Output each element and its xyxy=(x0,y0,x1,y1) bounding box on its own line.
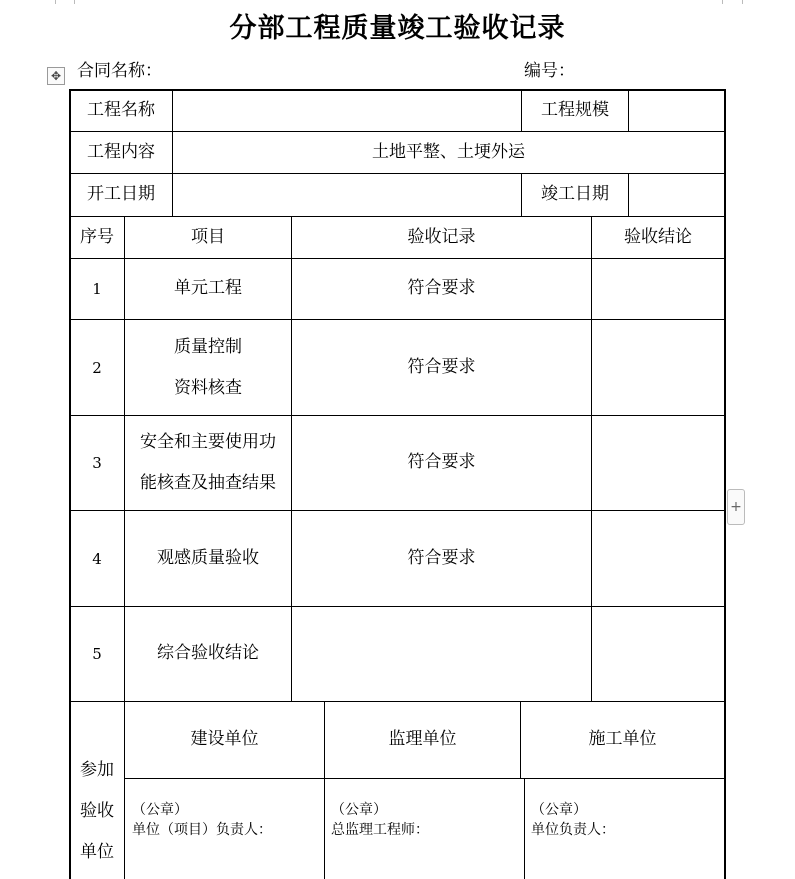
header-item: 项目 xyxy=(191,226,225,247)
contract-name-label: 合同名称： xyxy=(77,61,162,81)
row-number: 2 xyxy=(92,358,102,377)
project-scale-label: 工程规模 xyxy=(541,99,609,120)
row-item-line: 资料核查 xyxy=(174,377,242,398)
start-date-label: 开工日期 xyxy=(87,184,155,205)
header-no: 序号 xyxy=(80,226,114,247)
row-item xyxy=(125,607,291,701)
row-number: 4 xyxy=(92,549,102,568)
participants-label xyxy=(70,750,124,879)
row-item-line: 单元工程 xyxy=(174,278,242,299)
signer-label: 单位（项目）负责人： xyxy=(132,822,272,838)
row-item xyxy=(125,511,291,606)
participants-label-line: 单位 xyxy=(80,842,114,862)
row-item-line: 观感质量验收 xyxy=(157,547,259,568)
row-item xyxy=(125,416,291,510)
row-conclusion[interactable] xyxy=(592,259,724,319)
row-item xyxy=(125,320,291,415)
row-record[interactable] xyxy=(292,607,591,701)
row-record[interactable]: 符合要求 xyxy=(407,278,476,299)
row-conclusion[interactable] xyxy=(592,320,724,415)
stamp-label: （公章） xyxy=(531,802,587,818)
unit-stamp-supervision[interactable] xyxy=(331,800,429,840)
row-item xyxy=(125,259,291,319)
row-conclusion[interactable] xyxy=(592,416,724,510)
participants-label-line: 参加 xyxy=(80,760,114,780)
unit-name-construction: 建设单位 xyxy=(190,729,259,750)
completion-date-label: 竣工日期 xyxy=(541,184,609,205)
signer-label: 总监理工程师： xyxy=(331,822,429,838)
row-item-line: 综合验收结论 xyxy=(157,643,259,664)
ruler-mark xyxy=(55,0,56,4)
row-item-line: 能核查及抽查结果 xyxy=(140,473,276,493)
unit-name-contractor: 施工单位 xyxy=(588,729,657,750)
project-content-value[interactable]: 土地平整、土埂外运 xyxy=(372,141,525,162)
plus-icon[interactable]: + xyxy=(727,489,745,525)
row-number: 3 xyxy=(92,454,102,472)
stamp-label: （公章） xyxy=(331,802,387,818)
ruler-mark xyxy=(742,0,743,4)
move-cross-icon[interactable]: ✥ xyxy=(47,67,65,85)
document-title: 分部工程质量竣工验收记录 xyxy=(229,13,566,44)
row-conclusion[interactable] xyxy=(592,607,724,701)
participants-label-line: 验收 xyxy=(80,801,114,821)
row-record[interactable]: 符合要求 xyxy=(407,452,476,473)
start-date-value[interactable] xyxy=(173,174,521,216)
stamp-label: （公章） xyxy=(132,802,188,818)
row-number: 5 xyxy=(92,645,102,663)
header-conclusion: 验收结论 xyxy=(624,226,692,247)
project-name-label: 工程名称 xyxy=(87,99,155,120)
project-name-value[interactable] xyxy=(173,90,521,131)
project-content-label: 工程内容 xyxy=(87,141,155,162)
row-item-line: 质量控制 xyxy=(174,336,242,357)
project-scale-value[interactable] xyxy=(629,90,724,131)
unit-name-supervision: 监理单位 xyxy=(388,729,457,750)
signer-label: 单位负责人： xyxy=(531,822,615,838)
header-record: 验收记录 xyxy=(407,226,476,247)
unit-stamp-contractor[interactable] xyxy=(531,800,615,840)
row-conclusion[interactable] xyxy=(592,511,724,606)
row-number: 1 xyxy=(92,280,102,298)
number-label: 编号： xyxy=(524,61,575,81)
ruler-mark xyxy=(722,0,723,4)
completion-date-value[interactable] xyxy=(629,174,724,216)
unit-stamp-construction[interactable] xyxy=(132,800,272,840)
row-record[interactable]: 符合要求 xyxy=(407,547,476,568)
ruler-mark xyxy=(74,0,75,4)
row-record[interactable]: 符合要求 xyxy=(407,356,476,377)
row-item-line: 安全和主要使用功 xyxy=(140,432,276,453)
